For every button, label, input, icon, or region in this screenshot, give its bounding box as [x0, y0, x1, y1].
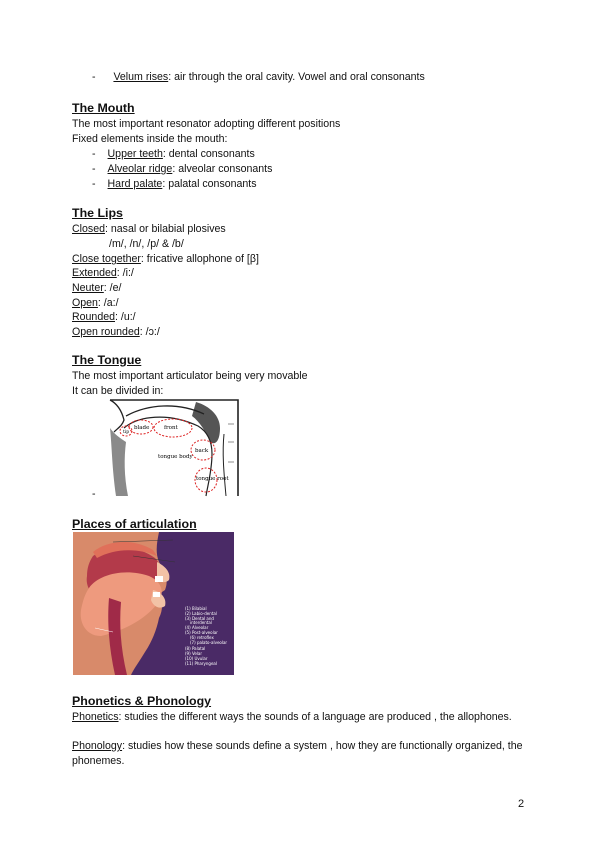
legend-item: (6) retroflex	[190, 635, 214, 640]
desc: : /i:/	[116, 267, 134, 279]
velum-term: Velum rises	[113, 71, 169, 83]
phonetics-paragraph	[72, 710, 532, 725]
tongue-bullet-dash: -	[92, 488, 96, 500]
legend-item: (1) Bilabial	[185, 606, 207, 611]
mouth-heading: The Mouth	[72, 101, 135, 115]
label-blade: blade	[134, 425, 150, 431]
bullet-dash: -	[92, 71, 96, 83]
item-term: Upper teeth	[107, 148, 163, 160]
item-desc: : dental consonants	[162, 148, 255, 160]
desc: : studies the different ways the sounds of a language are produced , the allophones.	[118, 711, 512, 723]
desc: : /a:/	[97, 297, 119, 309]
label-tip: tip	[123, 430, 130, 435]
term: Phonetics	[72, 711, 119, 723]
legend-item: (10) Uvular	[185, 656, 208, 661]
term: Extended	[72, 267, 117, 279]
term: Open rounded	[72, 326, 140, 338]
desc: : /e/	[103, 282, 122, 294]
tongue-line-2: It can be divided in:	[72, 385, 164, 397]
mouth-line-2: Fixed elements inside the mouth:	[72, 133, 228, 145]
places-heading: Places of articulation	[72, 517, 197, 531]
lips-closed-examples: /m/, /n/, /p/ & /b/	[109, 238, 184, 250]
lips-open	[72, 296, 119, 311]
legend-item: (5) Post-alveolar	[185, 630, 218, 635]
legend-item: (4) Alveolar	[185, 625, 209, 630]
mouth-line-1: The most important resonator adopting different positions	[72, 118, 341, 130]
tongue-diagram	[108, 398, 240, 498]
bullet-dash: -	[92, 163, 96, 175]
legend-item: (7) palato-alveolar	[190, 640, 228, 645]
tongue-line-1: The most important articulator being very movable	[72, 370, 308, 382]
mouth-item-alveolar-ridge	[92, 162, 272, 177]
desc: : studies how these sounds define a system , how they are functionally organized, the phonemes.	[72, 740, 523, 767]
term: Phonology	[72, 740, 123, 752]
lips-rounded	[72, 310, 136, 325]
term: Open	[72, 297, 98, 309]
legend-item: (9) Velar	[185, 651, 203, 656]
lips-open-rounded	[72, 325, 160, 340]
bullet-dash: -	[92, 148, 96, 160]
desc: : /u:/	[115, 311, 136, 323]
lips-extended	[72, 266, 134, 281]
lips-close-together	[72, 252, 259, 267]
legend-item: (11) Pharyngeal	[185, 661, 217, 666]
term: Close together	[72, 253, 141, 265]
legend-item: (3) Dental and	[185, 616, 214, 621]
mouth-item-hard-palate	[92, 177, 257, 192]
page-number: 2	[518, 798, 525, 810]
lips-closed	[72, 222, 226, 237]
desc: : fricative allophone of [β]	[140, 253, 259, 265]
term: Closed	[72, 223, 105, 235]
label-front: front	[164, 425, 178, 431]
label-back: back	[195, 448, 209, 454]
phonology-paragraph	[72, 739, 532, 768]
desc: : /ɔ:/	[139, 326, 160, 338]
places-diagram	[73, 532, 234, 675]
term: Neuter	[72, 282, 104, 294]
term: Rounded	[72, 311, 116, 323]
lips-neuter	[72, 281, 121, 296]
velum-desc: : air through the oral cavity. Vowel and oral consonants	[168, 71, 425, 83]
velum-bullet	[92, 70, 425, 85]
legend-item: (8) Palatal	[185, 646, 206, 651]
legend-item: interdental	[190, 620, 212, 625]
item-desc: : palatal consonants	[162, 178, 257, 190]
bullet-dash: -	[92, 178, 96, 190]
phon-heading: Phonetics & Phonology	[72, 694, 212, 708]
legend-item: (2) Labio-dental	[185, 611, 217, 616]
tongue-heading: The Tongue	[72, 353, 142, 367]
item-term: Alveolar ridge	[107, 163, 173, 175]
label-root: tongue root	[196, 476, 229, 482]
item-desc: : alveolar consonants	[172, 163, 273, 175]
label-body: tongue body	[158, 454, 193, 460]
mouth-item-upper-teeth	[92, 147, 255, 162]
desc: : nasal or bilabial plosives	[104, 223, 226, 235]
lips-heading: The Lips	[72, 206, 123, 220]
item-term: Hard palate	[107, 178, 163, 190]
